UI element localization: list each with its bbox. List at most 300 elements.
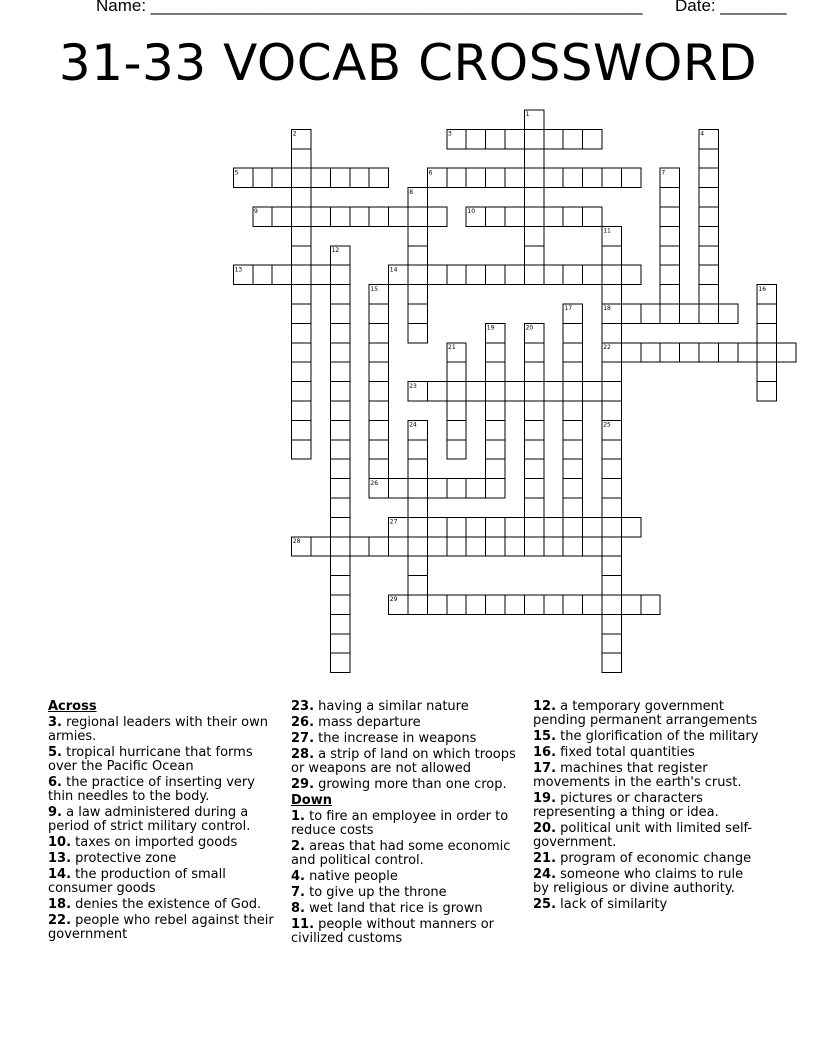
grid-cell[interactable] (602, 285, 621, 304)
grid-cell[interactable] (583, 129, 602, 148)
grid-cell[interactable] (641, 595, 660, 614)
grid-cell[interactable] (524, 537, 543, 556)
grid-cell[interactable] (311, 537, 330, 556)
clue-item-text: political unit with limited self-government. (533, 821, 753, 850)
grid-cell[interactable] (563, 420, 582, 439)
grid-cell[interactable] (544, 595, 563, 614)
down-clue-list (291, 810, 519, 946)
grid-cell[interactable] (408, 207, 427, 226)
grid-cell[interactable] (369, 343, 388, 362)
grid-cell[interactable] (466, 265, 485, 284)
grid-cell[interactable] (524, 498, 543, 517)
clue-item-text: program of economic change (556, 851, 752, 866)
grid-cell[interactable] (486, 401, 505, 420)
grid-cell[interactable] (660, 207, 679, 226)
clue-item (48, 836, 276, 850)
grid-cell[interactable] (544, 168, 563, 187)
grid-cell[interactable] (602, 440, 621, 459)
grid-cell[interactable] (544, 537, 563, 556)
grid-cell[interactable] (757, 382, 776, 401)
grid-cell[interactable] (660, 246, 679, 265)
grid-cell[interactable] (292, 149, 311, 168)
clue-number-label: 19 (486, 324, 495, 332)
grid-cell[interactable] (602, 401, 621, 420)
grid-cell[interactable] (330, 498, 349, 517)
grid-cell[interactable] (524, 226, 543, 245)
clue-number-label: 13 (234, 266, 243, 274)
grid-cell[interactable] (466, 129, 485, 148)
clues-column-1 (48, 700, 276, 944)
grid-cell[interactable] (563, 517, 582, 536)
grid-cell[interactable] (330, 614, 349, 633)
grid-cell[interactable] (408, 323, 427, 342)
clue-number-label: 11 (603, 227, 611, 235)
grid-cell[interactable] (311, 168, 330, 187)
grid-cell[interactable] (757, 304, 776, 323)
grid-cell[interactable] (330, 479, 349, 498)
grid-cell[interactable] (330, 265, 349, 284)
grid-cell[interactable] (505, 595, 524, 614)
grid-cell[interactable] (621, 304, 640, 323)
grid-cell[interactable] (369, 440, 388, 459)
clue-item (533, 762, 763, 790)
grid-cell[interactable] (486, 537, 505, 556)
clue-item-text: the practice of inserting very thin needles to the body. (48, 775, 255, 804)
clue-number-label: 22 (603, 344, 611, 351)
clue-item-number: 12. (533, 699, 557, 714)
grid-cell[interactable] (330, 362, 349, 381)
grid-cell[interactable] (466, 382, 485, 401)
grid-cell[interactable] (505, 168, 524, 187)
grid-cell[interactable] (408, 246, 427, 265)
grid-cell[interactable] (292, 323, 311, 342)
clue-number-label: 23 (409, 382, 417, 390)
grid-cell[interactable] (602, 556, 621, 575)
grid-cell[interactable] (427, 382, 446, 401)
grid-cell[interactable] (699, 188, 718, 207)
grid-cell[interactable] (563, 479, 582, 498)
grid-cell[interactable] (369, 304, 388, 323)
clue-number-label: 10 (467, 208, 476, 216)
grid-cell[interactable] (292, 265, 311, 284)
clue-item (291, 716, 519, 730)
grid-cell[interactable] (505, 265, 524, 284)
grid-cell[interactable] (699, 285, 718, 304)
grid-cell[interactable] (602, 323, 621, 342)
clue-item-text: the production of small consumer goods (48, 867, 226, 896)
grid-cell[interactable] (486, 382, 505, 401)
grid-cell[interactable] (369, 401, 388, 420)
grid-cell[interactable] (563, 401, 582, 420)
grid-cell[interactable] (583, 168, 602, 187)
grid-cell[interactable] (466, 595, 485, 614)
clue-item-number: 23. (291, 699, 315, 714)
clue-item-text: protective zone (71, 851, 177, 866)
grid-cell[interactable] (660, 188, 679, 207)
grid-cell[interactable] (524, 246, 543, 265)
clue-item (48, 898, 276, 912)
grid-cell[interactable] (427, 207, 446, 226)
grid-cell[interactable] (330, 401, 349, 420)
grid-cell[interactable] (544, 265, 563, 284)
grid-cell[interactable] (602, 595, 621, 614)
grid-cell[interactable] (641, 304, 660, 323)
grid-cell[interactable] (757, 343, 776, 362)
grid-cell[interactable] (602, 459, 621, 478)
grid-cell[interactable] (563, 537, 582, 556)
grid-cell[interactable] (621, 595, 640, 614)
grid-cell[interactable] (563, 265, 582, 284)
grid-cell[interactable] (660, 226, 679, 245)
grid-cell[interactable] (738, 343, 757, 362)
grid-cell[interactable] (699, 304, 718, 323)
grid-cell[interactable] (292, 226, 311, 245)
grid-cell[interactable] (583, 207, 602, 226)
grid-cell[interactable] (524, 168, 543, 187)
grid-cell[interactable] (563, 323, 582, 342)
grid-cell[interactable] (408, 556, 427, 575)
grid-cell[interactable] (718, 304, 737, 323)
clue-number-label: 21 (448, 344, 456, 351)
grid-cell[interactable] (447, 265, 466, 284)
date-field[interactable]: Date: _______ (675, 0, 787, 15)
grid-cell[interactable] (544, 382, 563, 401)
grid-cell[interactable] (292, 168, 311, 187)
grid-cell[interactable] (583, 595, 602, 614)
grid-cell[interactable] (544, 129, 563, 148)
grid-cell[interactable] (505, 382, 524, 401)
grid-cell[interactable] (699, 207, 718, 226)
grid-cell[interactable] (408, 498, 427, 517)
grid-cell[interactable] (350, 168, 369, 187)
clue-item-number: 15. (533, 729, 557, 744)
grid-cell[interactable] (486, 459, 505, 478)
grid-cell[interactable] (544, 517, 563, 536)
clue-item (48, 868, 276, 896)
grid-cell[interactable] (602, 498, 621, 517)
grid-cell[interactable] (602, 634, 621, 653)
grid-cell[interactable] (505, 537, 524, 556)
grid-cell[interactable] (660, 285, 679, 304)
grid-cell[interactable] (292, 382, 311, 401)
clue-number-label: 26 (370, 479, 379, 487)
grid-cell[interactable] (583, 517, 602, 536)
grid-cell[interactable] (311, 207, 330, 226)
grid-cell[interactable] (408, 576, 427, 595)
clue-item-text: tropical hurricane that forms over the Pacific Ocean (48, 745, 253, 774)
grid-cell[interactable] (447, 401, 466, 420)
grid-cell[interactable] (311, 265, 330, 284)
grid-cell[interactable] (466, 479, 485, 498)
grid-cell[interactable] (524, 362, 543, 381)
grid-cell[interactable] (583, 382, 602, 401)
grid-cell[interactable] (486, 440, 505, 459)
grid-cell[interactable] (524, 188, 543, 207)
name-field[interactable]: Name: ____________________________________________________ (96, 0, 643, 15)
grid-cell[interactable] (408, 285, 427, 304)
grid-cell[interactable] (272, 207, 291, 226)
grid-cell[interactable] (427, 595, 446, 614)
grid-cell[interactable] (602, 653, 621, 672)
grid-cell[interactable] (330, 459, 349, 478)
clue-number-label: 25 (603, 421, 611, 429)
grid-cell[interactable] (350, 207, 369, 226)
grid-cell[interactable] (621, 265, 640, 284)
grid-cell[interactable] (272, 265, 291, 284)
grid-cell[interactable] (330, 517, 349, 536)
grid-cell[interactable] (602, 576, 621, 595)
grid-cell[interactable] (447, 440, 466, 459)
grid-cell[interactable] (330, 382, 349, 401)
grid-cell[interactable] (330, 304, 349, 323)
clue-item-text: mass departure (314, 715, 421, 730)
grid-cell[interactable] (292, 207, 311, 226)
grid-cell[interactable] (369, 168, 388, 187)
grid-cell[interactable] (330, 440, 349, 459)
grid-cell[interactable] (466, 168, 485, 187)
grid-cell[interactable] (641, 343, 660, 362)
grid-cell[interactable] (486, 595, 505, 614)
grid-cell[interactable] (524, 129, 543, 148)
grid-cell[interactable] (447, 537, 466, 556)
clue-item-text: people without manners or civilized customs (291, 917, 495, 946)
clue-item (291, 732, 519, 746)
grid-cell[interactable] (408, 479, 427, 498)
clue-item (533, 868, 763, 896)
grid-cell[interactable] (389, 537, 408, 556)
grid-cell[interactable] (602, 537, 621, 556)
clue-item-text: to give up the throne (304, 885, 447, 900)
grid-cell[interactable] (466, 537, 485, 556)
grid-cell[interactable] (330, 420, 349, 439)
clue-number-label: 4 (700, 130, 705, 138)
grid-cell[interactable] (369, 420, 388, 439)
grid-cell[interactable] (486, 168, 505, 187)
grid-cell[interactable] (292, 246, 311, 265)
grid-cell[interactable] (524, 420, 543, 439)
grid-cell[interactable] (524, 517, 543, 536)
grid-cell[interactable] (524, 382, 543, 401)
clue-item (48, 716, 276, 744)
grid-cell[interactable] (389, 207, 408, 226)
grid-cell[interactable] (408, 517, 427, 536)
grid-cell[interactable] (292, 401, 311, 420)
grid-cell[interactable] (505, 207, 524, 226)
grid-cell[interactable] (486, 479, 505, 498)
grid-cell[interactable] (330, 285, 349, 304)
grid-cell[interactable] (292, 440, 311, 459)
grid-cell[interactable] (408, 537, 427, 556)
clue-item-number: 27. (291, 731, 315, 746)
grid-cell[interactable] (292, 362, 311, 381)
grid-cell[interactable] (524, 401, 543, 420)
grid-cell[interactable] (660, 265, 679, 284)
grid-cell[interactable] (272, 168, 291, 187)
grid-cell[interactable] (563, 343, 582, 362)
clue-item (291, 778, 519, 792)
grid-cell[interactable] (563, 440, 582, 459)
grid-cell[interactable] (486, 265, 505, 284)
grid-cell[interactable] (486, 362, 505, 381)
clue-item-text: the glorification of the military (556, 729, 759, 744)
grid-cell[interactable] (563, 498, 582, 517)
grid-cell[interactable] (524, 149, 543, 168)
grid-cell[interactable] (602, 479, 621, 498)
grid-cell[interactable] (330, 207, 349, 226)
grid-cell[interactable] (486, 207, 505, 226)
grid-cell[interactable] (583, 265, 602, 284)
grid-cell[interactable] (389, 479, 408, 498)
clue-item-text: areas that had some economic and political control. (291, 839, 511, 868)
grid-cell[interactable] (292, 188, 311, 207)
clue-item-number: 24. (533, 867, 557, 882)
grid-cell[interactable] (699, 265, 718, 284)
grid-cell[interactable] (602, 517, 621, 536)
grid-cell[interactable] (427, 265, 446, 284)
grid-cell[interactable] (486, 517, 505, 536)
grid-cell[interactable] (447, 595, 466, 614)
clue-item-number: 21. (533, 851, 557, 866)
grid-cell[interactable] (757, 323, 776, 342)
grid-cell[interactable] (330, 556, 349, 575)
grid-cell[interactable] (621, 168, 640, 187)
grid-cell[interactable] (563, 459, 582, 478)
clue-item-text: denies the existence of God. (71, 897, 262, 912)
clue-number-label: 16 (758, 285, 767, 293)
grid-cell[interactable] (292, 420, 311, 439)
down-clue-list-continued (533, 700, 763, 912)
grid-cell[interactable] (408, 304, 427, 323)
clue-item-number: 9. (48, 805, 62, 820)
clue-item (291, 748, 519, 776)
grid-cell[interactable] (699, 168, 718, 187)
clue-item-text: someone who claims to rule by religious or divine authority. (533, 867, 744, 896)
grid-cell[interactable] (447, 420, 466, 439)
grid-cell[interactable] (369, 537, 388, 556)
grid-cell[interactable] (602, 614, 621, 633)
clue-item (533, 746, 763, 760)
grid-cell[interactable] (680, 343, 699, 362)
grid-cell[interactable] (408, 595, 427, 614)
grid-cell[interactable] (330, 576, 349, 595)
grid-cell[interactable] (563, 168, 582, 187)
clues-column-2 (291, 700, 519, 948)
grid-cell[interactable] (447, 362, 466, 381)
grid-cell[interactable] (486, 343, 505, 362)
grid-cell[interactable] (621, 517, 640, 536)
clue-item-text: regional leaders with their own armies. (48, 715, 268, 744)
grid-cell[interactable] (563, 207, 582, 226)
grid-cell[interactable] (447, 168, 466, 187)
grid-cell[interactable] (253, 265, 272, 284)
grid-cell[interactable] (505, 517, 524, 536)
grid-cell[interactable] (369, 382, 388, 401)
grid-cell[interactable] (699, 343, 718, 362)
grid-cell[interactable] (602, 382, 621, 401)
grid-cell[interactable] (292, 285, 311, 304)
grid-cell[interactable] (447, 479, 466, 498)
grid-cell[interactable] (699, 226, 718, 245)
grid-cell[interactable] (330, 168, 349, 187)
grid-cell[interactable] (369, 207, 388, 226)
grid-cell[interactable] (408, 459, 427, 478)
grid-cell[interactable] (602, 168, 621, 187)
clue-item-number: 13. (48, 851, 72, 866)
grid-cell[interactable] (292, 343, 311, 362)
grid-cell[interactable] (466, 517, 485, 536)
grid-cell[interactable] (524, 265, 543, 284)
grid-cell[interactable] (524, 595, 543, 614)
grid-cell[interactable] (330, 323, 349, 342)
grid-cell[interactable] (369, 362, 388, 381)
grid-cell[interactable] (427, 537, 446, 556)
grid-cell[interactable] (544, 207, 563, 226)
grid-cell[interactable] (408, 265, 427, 284)
grid-cell[interactable] (524, 440, 543, 459)
grid-cell[interactable] (330, 343, 349, 362)
grid-cell[interactable] (602, 246, 621, 265)
grid-cell[interactable] (699, 149, 718, 168)
grid-cell[interactable] (524, 459, 543, 478)
grid-cell[interactable] (408, 226, 427, 245)
grid-cell[interactable] (369, 459, 388, 478)
grid-cell[interactable] (757, 362, 776, 381)
grid-cell[interactable] (777, 343, 796, 362)
grid-cell[interactable] (680, 304, 699, 323)
grid-cell[interactable] (563, 362, 582, 381)
clue-item-text: machines that register movements in the earth's crust. (533, 761, 742, 790)
grid-cell[interactable] (350, 537, 369, 556)
grid-cell[interactable] (524, 343, 543, 362)
grid-cell[interactable] (660, 304, 679, 323)
down-heading: Down (291, 793, 332, 808)
grid-cell[interactable] (524, 207, 543, 226)
grid-cell[interactable] (447, 382, 466, 401)
grid-cell[interactable] (330, 634, 349, 653)
grid-cell[interactable] (408, 440, 427, 459)
grid-cell[interactable] (330, 595, 349, 614)
grid-cell[interactable] (602, 265, 621, 284)
clue-item-text: people who rebel against their government (48, 913, 274, 942)
grid-cell[interactable] (621, 343, 640, 362)
grid-cell[interactable] (524, 479, 543, 498)
grid-cell[interactable] (486, 420, 505, 439)
grid-cell[interactable] (718, 343, 737, 362)
grid-cell[interactable] (563, 382, 582, 401)
grid-cell[interactable] (699, 246, 718, 265)
grid-cell[interactable] (563, 595, 582, 614)
clue-item-number: 22. (48, 913, 72, 928)
grid-cell[interactable] (253, 168, 272, 187)
grid-cell[interactable] (486, 129, 505, 148)
clue-number-label: 24 (409, 421, 417, 429)
grid-cell[interactable] (583, 537, 602, 556)
grid-cell[interactable] (292, 304, 311, 323)
grid-cell[interactable] (427, 479, 446, 498)
grid-cell[interactable] (330, 653, 349, 672)
grid-cell[interactable] (563, 129, 582, 148)
clue-item-number: 10. (48, 835, 72, 850)
grid-cell[interactable] (660, 343, 679, 362)
grid-cell[interactable] (369, 323, 388, 342)
grid-cell[interactable] (447, 517, 466, 536)
grid-cell[interactable] (505, 129, 524, 148)
clue-item-text: the increase in weapons (314, 731, 477, 746)
grid-cell[interactable] (427, 517, 446, 536)
grid-cell[interactable] (330, 537, 349, 556)
grid-cell[interactable] (602, 362, 621, 381)
across-clue-list (48, 716, 276, 942)
